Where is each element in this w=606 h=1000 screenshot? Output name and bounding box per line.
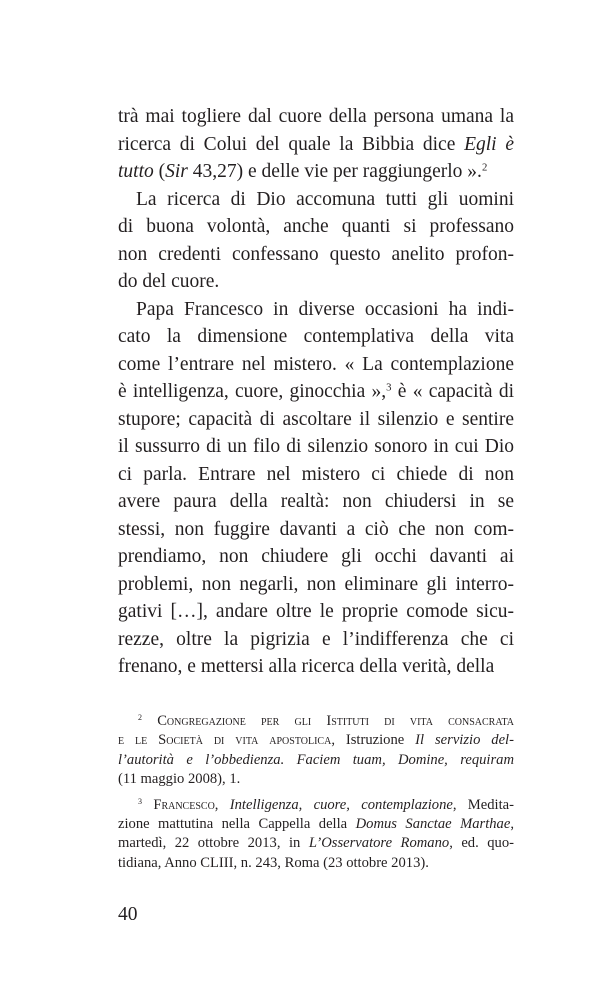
text-line xyxy=(118,213,514,241)
text-run: La ricerca di Dio accomuna tutti gli uomini xyxy=(136,188,514,210)
text-run: di buona volontà, anche quanti si professano xyxy=(118,216,514,237)
text-run: problemi, non negarli, non eliminare gli interro- xyxy=(118,573,514,595)
footnote-line xyxy=(118,834,514,853)
text-line xyxy=(118,296,514,324)
footnote-line xyxy=(118,815,514,834)
text-run: , Istruzione xyxy=(331,732,416,749)
text-run: , xyxy=(510,815,514,832)
footnote-line xyxy=(118,770,514,789)
text-run xyxy=(142,713,157,729)
footnotes xyxy=(118,712,514,873)
text-run: Il servizio del- xyxy=(415,732,514,749)
text-run: come l’entrare nel mistero. « La contemplazione xyxy=(118,353,514,375)
footnote-line xyxy=(118,731,514,750)
text-run: Sir xyxy=(165,161,188,182)
text-run: , xyxy=(214,796,230,813)
text-line xyxy=(118,433,514,461)
text-run: Papa Francesco in diverse occasioni ha indi- xyxy=(136,298,514,320)
text-run: Intelligenza, cuore, contemplazione xyxy=(229,796,453,813)
text-run: 43,27) e delle vie per raggiungerlo ». xyxy=(187,161,482,182)
text-line xyxy=(118,158,514,186)
text-run: prendiamo, non chiudere gli occhi davanti ai xyxy=(118,546,514,567)
text-line xyxy=(118,653,514,681)
text-run: do del cuore. xyxy=(118,271,220,292)
footnote-ref: 3 xyxy=(138,796,143,806)
text-run: l’autorità e l’obbedienza. Faciem tuam, Domine, requiram xyxy=(118,751,514,768)
text-line xyxy=(118,103,514,131)
text-run: è intelligenza, cuore, ginocchia », xyxy=(118,381,387,402)
text-run: stupore; capacità di ascoltare il silenzio e sentire xyxy=(118,408,514,430)
text-run: è « capacità di xyxy=(391,381,515,402)
text-line xyxy=(118,488,514,516)
text-run: Domus Sanctae Marthae xyxy=(355,815,511,832)
text-run: zione mattutina nella Cappella della xyxy=(118,815,356,832)
footnote-line xyxy=(118,854,514,873)
text-run: L’Osservatore Romano xyxy=(308,835,450,852)
text-run xyxy=(142,797,153,813)
text-run: ( xyxy=(153,161,166,182)
text-line xyxy=(118,323,514,351)
text-line xyxy=(118,406,514,434)
text-run: il sussurro di un filo di silenzio sonoro in cui Dio xyxy=(118,436,514,457)
text-run: tutto xyxy=(118,161,154,182)
footnote-ref: 2 xyxy=(138,713,143,723)
text-run: stessi, non fuggire davanti a ciò che non com- xyxy=(118,518,514,540)
text-line xyxy=(118,598,514,626)
footnote-line xyxy=(118,751,514,770)
text-run: avere paura della realtà: non chiudersi in se xyxy=(118,491,514,512)
body-text xyxy=(118,103,514,681)
text-line xyxy=(118,516,514,544)
text-run: non credenti confessano questo anelito profon- xyxy=(118,243,514,265)
text-line xyxy=(118,571,514,599)
text-line xyxy=(118,461,514,489)
text-line xyxy=(118,186,514,214)
text-run: Egli è xyxy=(464,133,514,155)
text-run: Francesco xyxy=(153,796,215,813)
text-line xyxy=(118,351,514,379)
text-line xyxy=(118,543,514,571)
text-line xyxy=(118,378,514,406)
text-run: martedì, 22 ottobre 2013, in xyxy=(118,835,309,852)
text-run: Congregazione per gli Istituti di vita consacrata xyxy=(157,713,514,729)
text-run: (11 maggio 2008), 1. xyxy=(118,771,241,788)
page-number: 40 xyxy=(118,904,138,925)
text-run: , ed. quo- xyxy=(449,835,514,852)
text-line xyxy=(118,268,514,296)
text-run: ricerca di Colui del quale la Bibbia dice xyxy=(118,133,465,155)
text-line xyxy=(118,241,514,269)
text-run: gativi […], andare oltre le proprie comode sicu- xyxy=(118,601,514,622)
text-run: cato la dimensione contemplativa della vita xyxy=(118,326,514,347)
text-run: ci parla. Entrare nel mistero ci chiede di non xyxy=(118,463,514,485)
footnote-ref: 2 xyxy=(481,161,488,174)
text-run: , Medita- xyxy=(452,796,514,813)
text-line xyxy=(118,131,514,159)
text-line xyxy=(118,626,514,654)
text-run: trà mai togliere dal cuore della persona umana la xyxy=(118,106,514,127)
footnote-ref: 3 xyxy=(386,381,392,394)
footnote-line xyxy=(118,712,514,731)
footnote-line xyxy=(118,796,514,815)
text-run: e le Società di vita apostolica xyxy=(118,732,332,749)
text-run: rezze, oltre la pigrizia e l’indifferenza che ci xyxy=(118,628,514,650)
text-run: tidiana, Anno CLIII, n. 243, Roma (23 ottobre 2013). xyxy=(118,854,429,871)
text-run: frenano, e mettersi alla ricerca della verità, della xyxy=(118,656,495,677)
